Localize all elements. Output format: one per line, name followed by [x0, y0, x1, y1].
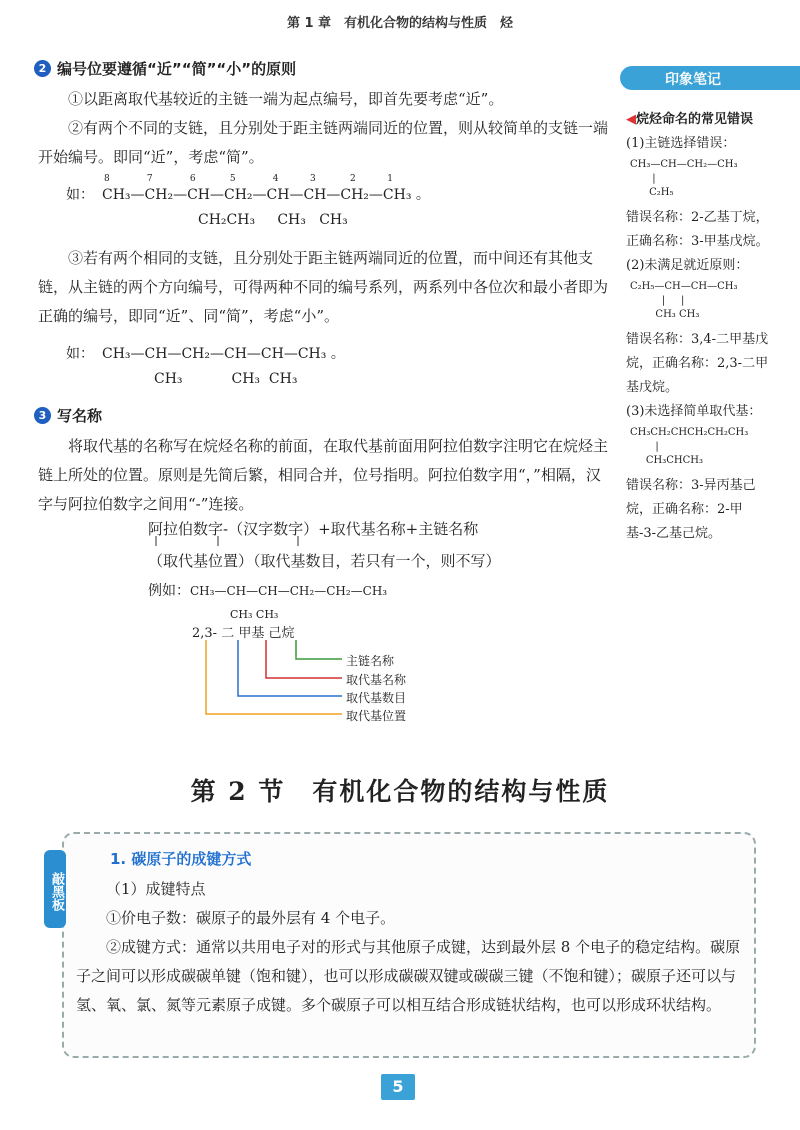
- sidebar-item-3b: 错误名称：3-异丙基己烷，正确名称：2-甲基-3-乙基己烷。: [626, 478, 756, 541]
- sidebar-item-2: (2)未满足就近原则：: [626, 258, 749, 273]
- label-count: 取代基数目: [346, 691, 407, 705]
- sidebar-item-1: (1)主链选择错误：: [626, 136, 736, 151]
- sidebar-item-1b: 错误名称：2-乙基丁烷，正确名称：3-甲基戊烷。: [626, 210, 769, 249]
- board-s2: ①价电子数：碳原子的最外层有 4 个电子。: [106, 909, 396, 927]
- page-number: 5: [381, 1074, 415, 1100]
- running-header: [0, 0, 800, 40]
- sidebar-notes: [626, 108, 772, 546]
- board-content: [76, 848, 746, 1020]
- ex2-chain: CH₃—CH—CH₂—CH—CH—CH₃ 。: [102, 346, 345, 362]
- example-branch: CH₃ CH₃: [230, 608, 279, 621]
- ex1-branches: CH₂CH₃ CH₃ CH₃: [198, 212, 348, 228]
- board-heading: 1. 碳原子的成键方式: [110, 850, 252, 868]
- rule2-badge: 2: [34, 60, 51, 77]
- diagram-line2: （取代基位置）（取代基数目，若只有一个，则不写）: [148, 552, 501, 570]
- rule2-p1: ①以距离取代基较近的主链一端为起点编号，即首先要考虑“近”。: [68, 90, 504, 108]
- board-s1: （1）成键特点: [106, 880, 206, 898]
- chapter-title: 第 1 章 有机化合物的结构与性质 烃: [286, 16, 514, 31]
- name-part-chain: 己烷: [268, 626, 295, 641]
- name-part-count: 二: [221, 626, 235, 641]
- example-formula-2: [38, 335, 610, 395]
- sidebar-item-3: (3)未选择简单取代基：: [626, 404, 762, 419]
- example-formula-1: [38, 176, 610, 236]
- label-main-chain: 主链名称: [346, 654, 395, 668]
- rule2-heading: [34, 58, 610, 79]
- rule3-title: 写名称: [57, 407, 103, 425]
- line-main-chain: [296, 640, 342, 659]
- sidebar-item-2b: 错误名称：3,4-二甲基戊烷，正确名称：2,3-二甲基戊烷。: [626, 332, 769, 395]
- board-s3: ②成键方式：通常以共用电子对的形式与其他原子成键，达到最外层 8 个电子的稳定结构。碳原子之间可以形成碳碳单键（饱和键），也可以形成碳碳双键或碳碳三键（不饱和键）；碳原子还可以与氢、氧、氯、氮等元素原子成键。多个碳原子可以相互结合形成链状结构，也可以形成环状结构。: [76, 938, 741, 1014]
- ex2-branches: CH₃ CH₃ CH₃: [154, 371, 298, 387]
- rule2-title: 编号位要遵循“近”“简”“小”的原则: [57, 60, 297, 78]
- rule3-badge: 3: [34, 407, 51, 424]
- name-part-substituent: 甲基: [238, 626, 265, 641]
- main-column: [38, 58, 610, 519]
- sidebar-formula-3: CH₃CH₂CHCH₂CH₂CH₃ | CH₃CHCH₃: [630, 427, 749, 466]
- section-title: 第 2 节 有机化合物的结构与性质: [190, 777, 610, 806]
- naming-diagram: [148, 518, 501, 728]
- sidebar-formula-1: CH₃—CH—CH₂—CH₃ | C₂H₅: [630, 159, 738, 198]
- example-chain: CH₃—CH—CH—CH₂—CH₂—CH₃: [190, 584, 388, 598]
- sidebar-formula-2: C₂H₅—CH—CH—CH₃ | | CH₃ CH₃: [630, 281, 738, 320]
- ex1-label: 如：: [66, 187, 94, 203]
- rule2-p3: ③若有两个相同的支链，且分别处于距主链两端同近的位置，而中间还有其他支链，从主链的两个方向编号，可得两种不同的编号系列，两系列中各位次和最小者即为正确的编号，即同“近”、同“简”，考虑“小”。: [38, 249, 609, 325]
- ex2-label: 如：: [66, 346, 94, 362]
- example-label: 例如：: [148, 583, 190, 599]
- sidebar-title: ◀烷烃命名的常见错误: [626, 112, 754, 127]
- rule3-p1: 将取代基的名称写在烷烃名称的前面，在取代基前面用阿拉伯数字注明它在烷烃主链上所处的位置。原则是先简后繁，相同合并，位号指明。阿拉伯数字用“，”相隔，汉字与阿拉伯数字之间用“-”连接。: [38, 437, 609, 513]
- line-position: [206, 640, 342, 714]
- ex1-numbers: 8 7 6 5 4 3 2 1: [104, 174, 393, 184]
- label-substituent: 取代基名称: [346, 673, 407, 687]
- sidebar-tab-label: 印象笔记: [665, 72, 721, 88]
- label-position: 取代基位置: [346, 709, 407, 723]
- board-tag: 敲黑板: [44, 850, 66, 928]
- line-count: [238, 640, 342, 696]
- sidebar-title-text: 烷烃命名的常见错误: [636, 112, 754, 127]
- diagram-line1: 阿拉伯数字-（汉字数字）+取代基名称+主链名称: [148, 520, 479, 538]
- rule2-p2: ②有两个不同的支链，且分别处于距主链两端同近的位置，则从较简单的支链一端开始编号。即同“近”，考虑“简”。: [38, 119, 609, 166]
- ex1-chain: CH₃—CH₂—CH—CH₂—CH—CH—CH₂—CH₃ 。: [102, 187, 430, 203]
- rule3-heading: [34, 405, 610, 426]
- name-part-position: 2,3-: [192, 626, 218, 641]
